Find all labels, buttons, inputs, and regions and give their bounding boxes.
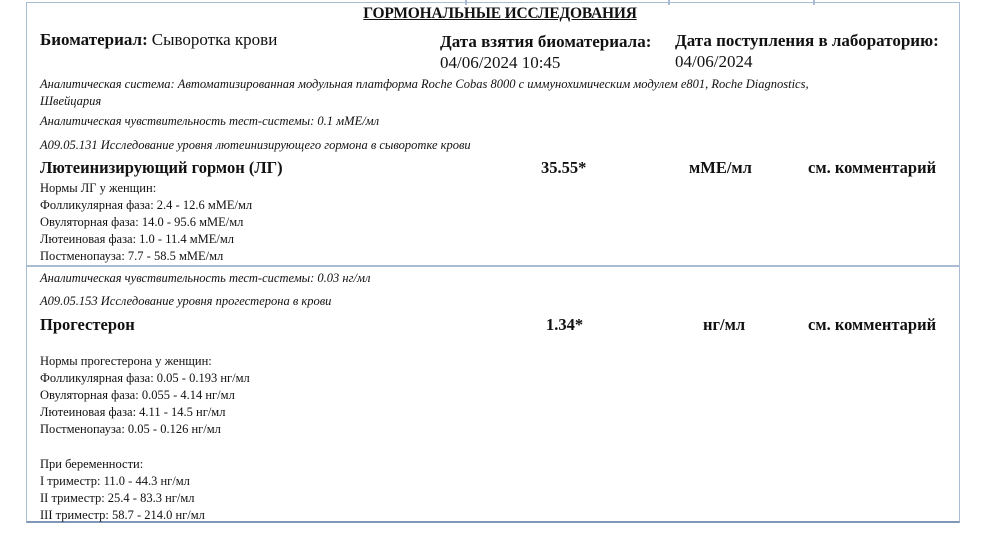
lh-result-value: 35.55*	[541, 158, 587, 177]
lh-norm-postmenopause: Постменопауза: 7.7 - 58.5 мМЕ/мл	[40, 249, 224, 263]
analytic-system-line1: Аналитическая система: Автоматизированная модульная платформа Roche Cobas 8000 с иммунохимическим модулем e801, Roche Diagnostics,	[40, 77, 809, 91]
lh-norms-title: Нормы ЛГ у женщин:	[40, 181, 157, 195]
lh-reference: см. комментарий	[808, 158, 937, 177]
lh-code-description: A09.05.131 Исследование уровня лютеинизирующего гормона в сыворотке крови	[40, 138, 471, 152]
lh-norms-block	[40, 180, 252, 265]
progesterone-sensitivity: Аналитическая чувствительность тест-системы: 0.03 нг/мл	[40, 271, 371, 285]
lh-test-name: Лютеинизирующий гормон (ЛГ)	[40, 158, 283, 177]
progesterone-code-description: A09.05.153 Исследование уровня прогестерона в крови	[40, 294, 332, 308]
pregnancy-title: При беременности:	[40, 457, 144, 471]
section-separator	[26, 265, 960, 267]
progesterone-norm-luteal: Лютеиновая фаза: 4.11 - 14.5 нг/мл	[40, 405, 226, 419]
lh-norm-follicular: Фолликулярная фаза: 2.4 - 12.6 мМЕ/мл	[40, 198, 253, 212]
collection-date-value: 04/06/2024 10:45	[440, 53, 561, 72]
analytic-system-line2: Швейцария	[40, 94, 102, 108]
biomaterial-value: Сыворотка крови	[151, 30, 278, 49]
lh-sensitivity: Аналитическая чувствительность тест-системы: 0.1 мМЕ/мл	[40, 114, 380, 128]
pregnancy-trimester-1: I триместр: 11.0 - 44.3 нг/мл	[40, 474, 190, 488]
collection-date-label: Дата взятия биоматериала:	[440, 32, 652, 51]
progesterone-norm-postmenopause: Постменопауза: 0.05 - 0.126 нг/мл	[40, 422, 221, 436]
progesterone-norm-follicular: Фолликулярная фаза: 0.05 - 0.193 нг/мл	[40, 371, 250, 385]
section-title: ГОРМОНАЛЬНЫЕ ИССЛЕДОВАНИЯ	[363, 5, 637, 22]
progesterone-unit: нг/мл	[703, 315, 746, 334]
biomaterial-label: Биоматериал:	[40, 30, 148, 49]
progesterone-norm-ovulatory: Овуляторная фаза: 0.055 - 4.14 нг/мл	[40, 388, 235, 402]
progesterone-norms-block	[40, 353, 250, 438]
progesterone-norms-title: Нормы прогестерона у женщин:	[40, 354, 212, 368]
lab-date-value: 04/06/2024	[675, 52, 753, 71]
biomaterial-field	[40, 30, 277, 50]
lab-date-label: Дата поступления в лабораторию:	[675, 31, 939, 50]
pregnancy-trimester-3: III триместр: 58.7 - 214.0 нг/мл	[40, 508, 205, 522]
lh-norm-ovulatory: Овуляторная фаза: 14.0 - 95.6 мМЕ/мл	[40, 215, 244, 229]
pregnancy-trimester-2: II триместр: 25.4 - 83.3 нг/мл	[40, 491, 195, 505]
progesterone-result-value: 1.34*	[546, 315, 584, 334]
lh-unit: мМЕ/мл	[689, 158, 752, 177]
lh-norm-luteal: Лютеиновая фаза: 1.0 - 11.4 мМЕ/мл	[40, 232, 235, 246]
progesterone-reference: см. комментарий	[808, 315, 937, 334]
progesterone-pregnancy-block	[40, 456, 205, 524]
progesterone-test-name: Прогестерон	[40, 315, 135, 334]
